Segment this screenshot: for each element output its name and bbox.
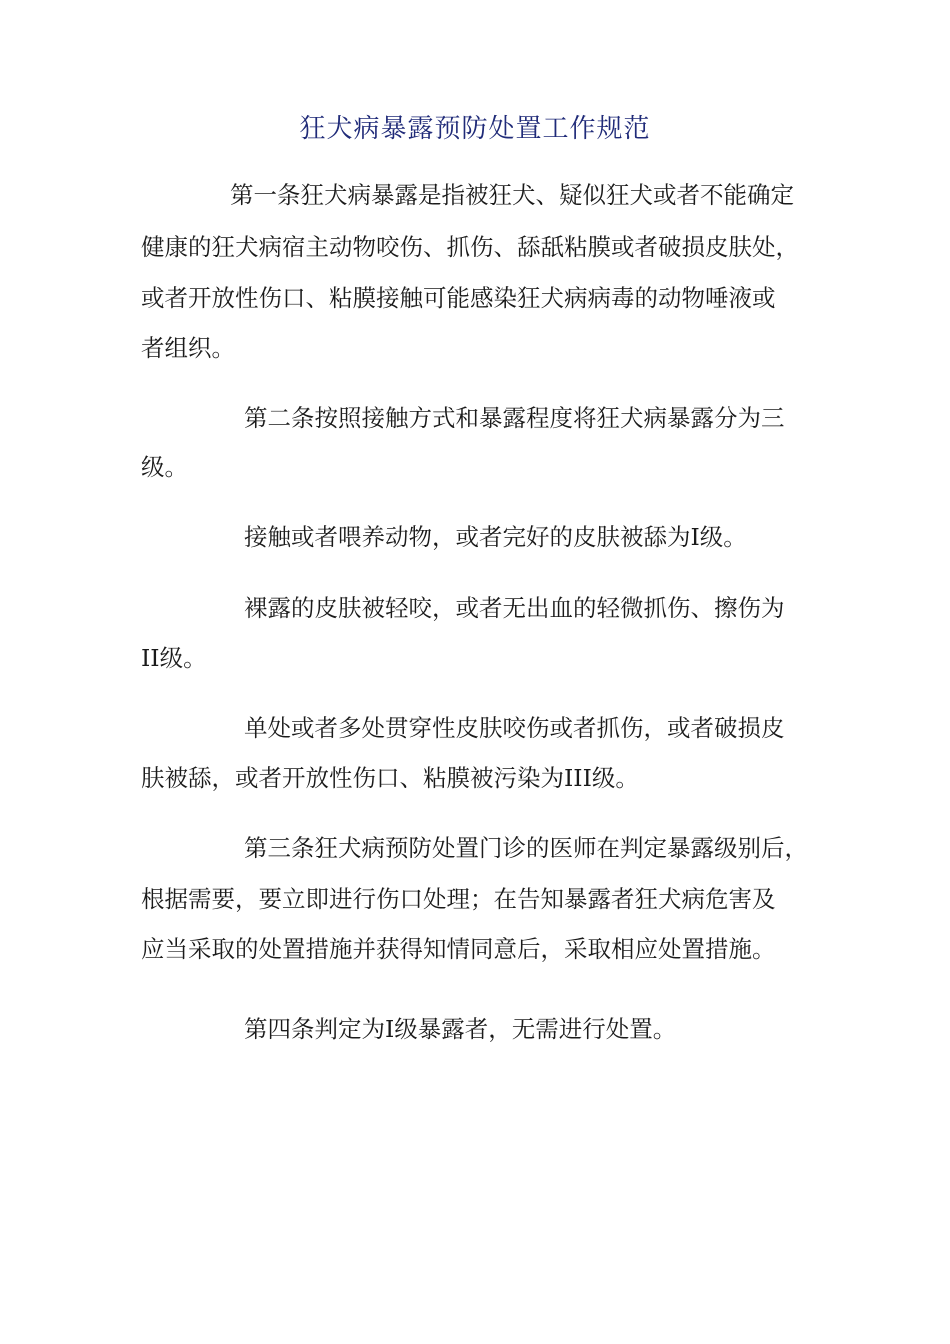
paragraph-line: 或者开放性伤口、粘膜接触可能感染狂犬病病毒的动物唾液或 — [141, 284, 776, 312]
paragraph-line: 肤被舔，或者开放性伤口、粘膜被污染为III级。 — [141, 764, 639, 792]
paragraph-line: 第二条按照接触方式和暴露程度将狂犬病暴露分为三 — [244, 404, 785, 432]
document-title: 狂犬病暴露预防处置工作规范 — [299, 114, 651, 144]
paragraph-line: 者组织。 — [141, 334, 235, 362]
paragraph-line: 第四条判定为I级暴露者，无需进行处置。 — [244, 1015, 677, 1043]
paragraph-line: 单处或者多处贯穿性皮肤咬伤或者抓伤，或者破损皮 — [244, 714, 785, 742]
paragraph-line: 健康的狂犬病宿主动物咬伤、抓伤、舔舐粘膜或者破损皮肤处， — [141, 233, 799, 261]
paragraph-line: 级。 — [141, 453, 188, 481]
paragraph-line: 第三条狂犬病预防处置门诊的医师在判定暴露级别后， — [244, 834, 808, 862]
paragraph-line: 根据需要，要立即进行伤口处理；在告知暴露者狂犬病危害及 — [141, 885, 776, 913]
paragraph-line: 裸露的皮肤被轻咬，或者无出血的轻微抓伤、擦伤为 — [244, 594, 785, 622]
paragraph-line: 应当采取的处置措施并获得知情同意后，采取相应处置措施。 — [141, 935, 776, 963]
paragraph-line: II级。 — [141, 644, 207, 672]
paragraph-line: 接触或者喂养动物，或者完好的皮肤被舔为I级。 — [244, 523, 747, 551]
paragraph-line: 第一条狂犬病暴露是指被狂犬、疑似狂犬或者不能确定 — [230, 181, 794, 209]
